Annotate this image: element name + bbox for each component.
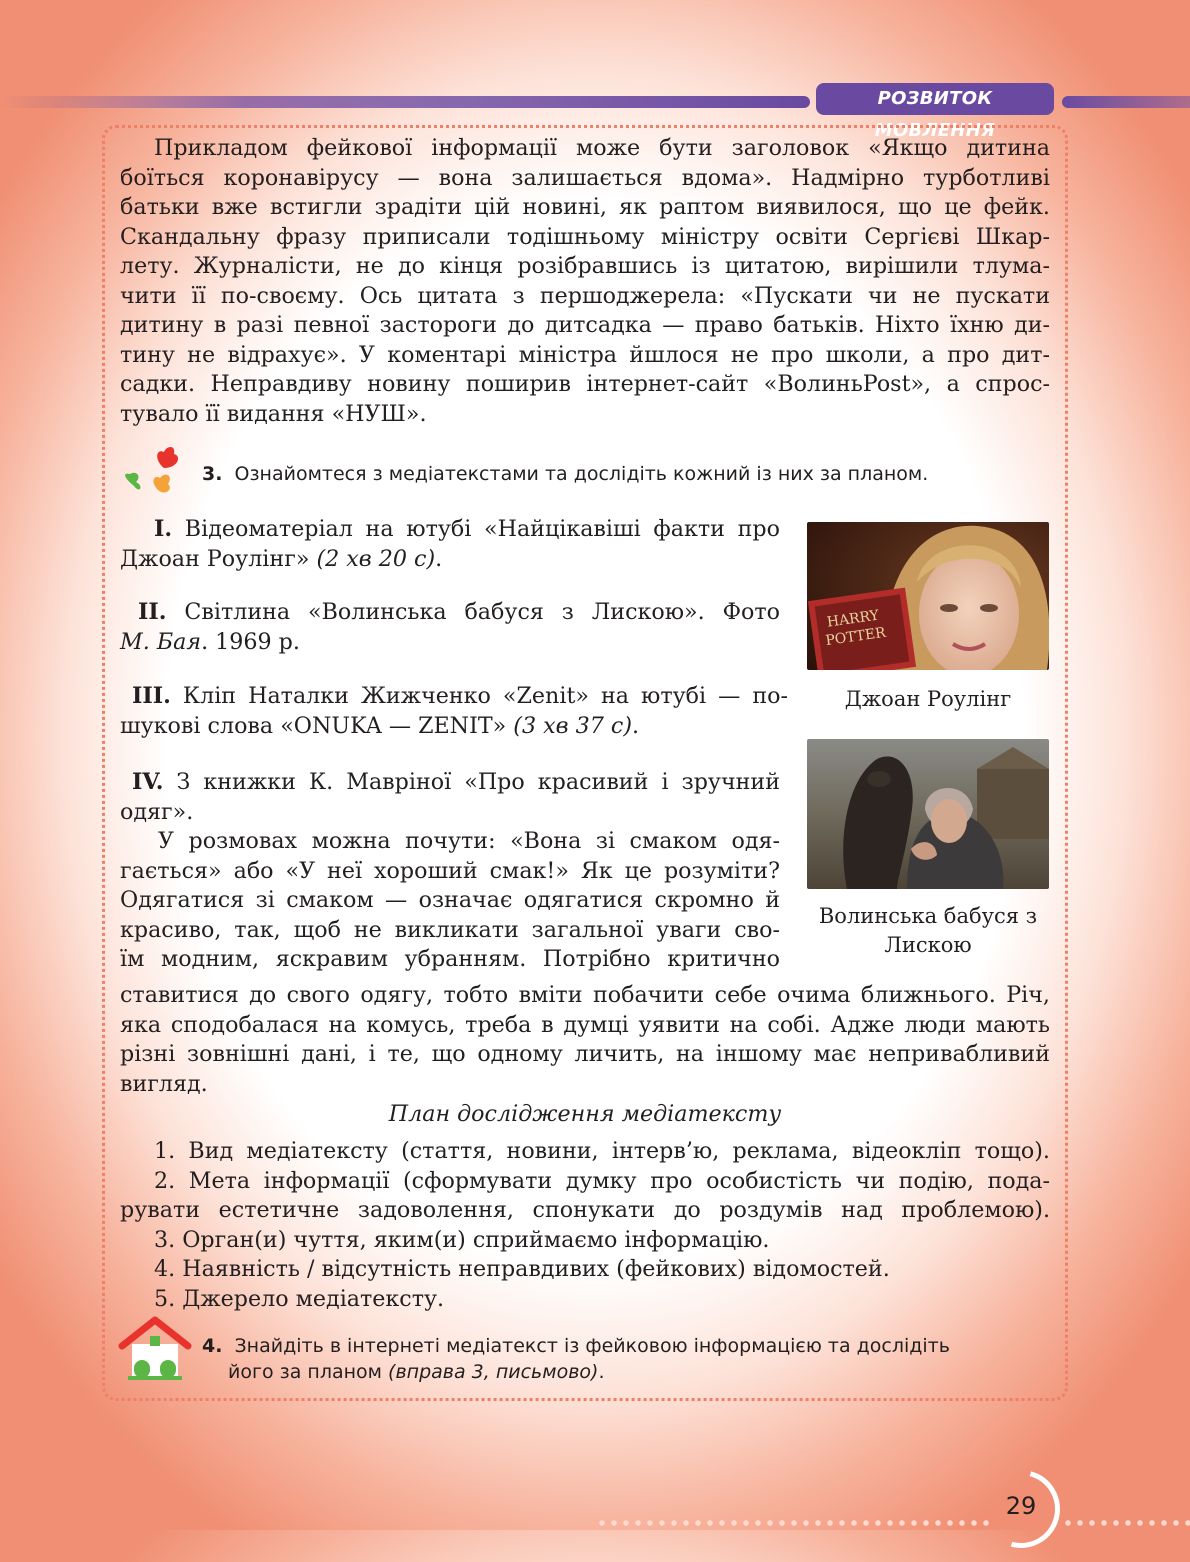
header-stripe-left — [0, 96, 810, 108]
text-line: боїться коронавірусу — вона залишається вдома». Надмірно турботливі — [120, 164, 1050, 191]
exercise-number: 3. — [202, 463, 223, 485]
rowling-photo — [807, 522, 1049, 670]
exercise-3-title — [202, 461, 928, 487]
item-i: I. Відеоматеріал на ютубі «Найцікавіші факти про Джоан Роулінг» (2 хв 20 с). — [120, 516, 780, 572]
text-line: їм модним, яскравим убранням. Потрібно критично — [120, 946, 780, 972]
text-line: садки. Неправдиву новину поширив інтернет-сайт «ВолиньPost», а спрос- — [120, 371, 1050, 397]
exercise-4-title: 4. Знайдіть в інтернеті медіатекст із фейковою інформацією та дослідіть його за планом (вправа 3, письмово). — [202, 1335, 950, 1383]
plan-item: 4. Наявність / відсутність неправдивих (фейкових) відомостей. — [154, 1256, 890, 1282]
text-line: Прикладом фейкової інформації може бути заголовок «Якщо дитина — [154, 135, 1050, 161]
item-text: Світлина «Волинська бабуся з Лискою». Фото — [184, 599, 780, 625]
plan-item: 5. Джерело медіатексту. — [154, 1285, 445, 1312]
text-line: Одягатися зі смаком — означає одягатися скромно й — [120, 887, 780, 913]
text-line: тину не відрахує». У коментарі міністра йшлося не про школи, а про дит- — [120, 341, 1050, 368]
exercise-number: 4. — [202, 1335, 223, 1357]
item-duration: (3 хв 37 с) — [513, 712, 632, 739]
item-text: Відеоматеріал на ютубі «Найцікавіші факти про — [184, 516, 780, 542]
exercise-text: його за планом — [228, 1361, 382, 1383]
item-iv — [120, 768, 780, 975]
item-text: шукові слова «ONUKA — ZENIT» — [120, 712, 507, 739]
text-line: чити її по-своєму. Ось цитата з першоджерела: «Пускати чи не пускати — [120, 282, 1050, 309]
plan-title: План дослідження медіатексту — [388, 1101, 782, 1127]
item-number: III. — [132, 683, 171, 709]
intro-paragraph — [120, 134, 1050, 429]
book-title-line-2: POTTER — [824, 624, 887, 650]
text-line: дитину в разі певної застороги до дитсадка — право батьків. Ніхто їхню ди- — [120, 312, 1050, 338]
text-line: лету. Журналісти, не до кінця розібравшись із цитатою, вирішили тлума- — [120, 253, 1050, 279]
granny-caption: Волинська бабуся з Лискою — [818, 904, 1038, 957]
item-text: одяг». — [120, 798, 194, 825]
exercise-text: Ознайомтеся з медіатекстами та дослідіть кожний із них за планом. — [234, 463, 929, 485]
item-text: Кліп Наталки Жижченко «Zenit» на ютубі — по- — [182, 683, 789, 709]
rowling-caption: Джоан Роулінг — [844, 687, 1012, 711]
text-line: У розмовах можна почути: «Вона зі смаком одя- — [158, 828, 780, 854]
plan-item: рувати естетичне задоволення, спонукати до роздумів над проблемою). — [120, 1197, 1050, 1223]
item-number: I. — [154, 516, 173, 542]
text-line: Скандальну фразу приписали тодішньому міністру освіти Сергієві Шкар- — [120, 223, 1050, 250]
text-line: яка сподобалася на комусь, треба в думці уявити на собі. Адже люди мають — [120, 1011, 1050, 1038]
section-label: РОЗВИТОК МОВЛЕННЯ — [816, 83, 1054, 115]
item-ii — [120, 598, 780, 657]
item-iii: III. Кліп Наталки Жижченко «Zenit» на ютубі — по- шукові слова «ONUKA — ZENIT» (3 хв 37 с). — [120, 683, 789, 739]
text-line: тувало її видання «НУШ». — [120, 400, 427, 427]
plan-item: 3. Орган(и) чуття, яким(и) сприймаємо інформацію. — [154, 1226, 770, 1253]
plan-item: 1. Вид медіатексту (стаття, новини, інтерв’ю, реклама, відеокліп тощо). — [154, 1138, 1050, 1164]
text-line: батьки вже встигли зрадіти цій новині, як раптом виявилося, що це фейк. — [120, 194, 1050, 220]
plan-list — [120, 1137, 1050, 1314]
item-iv-continued — [120, 981, 1050, 1099]
item-text: . 1969 р. — [201, 628, 300, 655]
text-line: вигляд. — [120, 1070, 208, 1097]
item-number: IV. — [132, 769, 164, 795]
butterflies-icon — [118, 442, 194, 506]
photo-author: М. Бая — [120, 628, 202, 655]
exercise-text: Знайдіть в інтернеті медіатекст із фейковою інформацією та дослідіть — [234, 1335, 950, 1357]
home-icon — [118, 1316, 192, 1380]
header-stripe-right — [1062, 96, 1190, 108]
text-line: ставитися до свого одягу, тобто вміти побачити себе очима ближнього. Річ, — [120, 982, 1050, 1008]
footer-dots — [596, 1519, 992, 1527]
book-title-line-1: HARRY — [825, 607, 880, 631]
exercise-note: (вправа 3, письмово) — [388, 1361, 599, 1383]
granny-horse-photo — [807, 739, 1049, 889]
text-line: красиво, так, щоб не викликати загальної уваги сво- — [120, 916, 780, 943]
item-duration: (2 хв 20 с) — [316, 545, 436, 572]
plan-item: 2. Мета інформації (сформувати думку про особистість чи подію, пода- — [154, 1167, 1050, 1194]
footer-dots — [1062, 1519, 1190, 1527]
item-number: II. — [138, 599, 167, 625]
text-line: різні зовнішні дані, і те, що одному личить, на іншому має непривабливий — [120, 1041, 1050, 1067]
page-number: 29 — [1005, 1492, 1037, 1520]
item-text: З книжки К. Мавріної «Про красивий і зручний — [176, 769, 780, 795]
item-text: Джоан Роулінг» — [120, 545, 310, 572]
text-line: гається» або «У неї хороший смак!» Як це розуміти? — [120, 857, 780, 884]
